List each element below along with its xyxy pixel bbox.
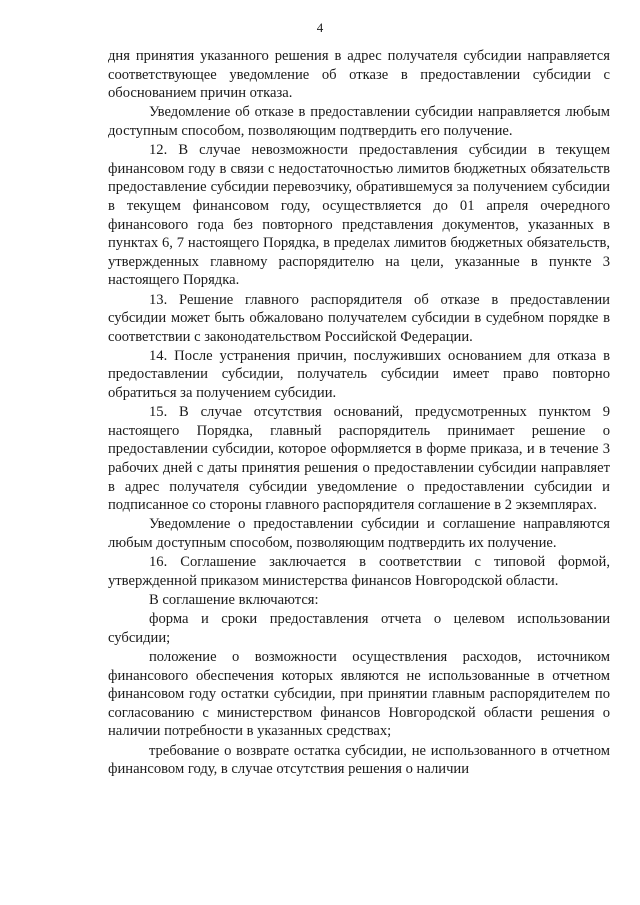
paragraph: 12. В случае невозможности предоставления субсидии в текущем финансовом году в связи с недостаточностью лимитов бюджетных обязательств предоставление субсидии перевозчику, обратившемуся за получением субсидии в текущем финансовом году, осуществляется до 01 апреля очередного финансового года без повторного представления документов, указанных в пунктах 6, 7 настоящего Порядка, в пределах лимитов бюджетных обязательств, утвержденных главному распорядителю на цели, указанные в пункте 3 настоящего Порядка. [108,142,610,289]
paragraph: форма и сроки предоставления отчета о целевом использовании субсидии; [108,611,610,646]
page-number: 4 [316,20,324,35]
paragraph: 13. Решение главного распорядителя об отказе в предоставлении субсидии может быть обжаловано получателем субсидии в судебном порядке в соответствии с законодательством Российской Федерации. [108,291,610,345]
paragraph: положение о возможности осуществления расходов, источником финансового обеспечения которых являются не использованные в отчетном финансовом году остатки субсидии, при принятии главным распорядителем по согласованию с министерством финансов Новгородской области решения о наличии потребности в указанных средствах; [108,648,610,740]
paragraph: В соглашение включаются: [149,591,319,608]
paragraph: 15. В случае отсутствия оснований, предусмотренных пунктом 9 настоящего Порядка, главный распорядитель принимает решение о предоставлении субсидии, которое оформляется в форме приказа, и в течение 3 рабочих дней с даты принятия решения о предоставлении субсидии направляет в адрес получателя субсидии уведомление о предоставлении субсидии и подписанное со стороны главного распорядителя соглашение в 2 экземплярах. [108,404,610,514]
paragraph: требование о возврате остатка субсидии, не использованного в отчетном финансовом году, в случае отсутствия решения о наличии [108,742,610,778]
paragraph: Уведомление об отказе в предоставлении субсидии направляется любым доступным способом, позволяющим подтвердить его получение. [108,104,610,139]
paragraph: дня принятия указанного решения в адрес получателя субсидии направляется соответствующее уведомление об отказе в предоставлении субсидии с обоснованием причин отказа. [108,48,610,102]
paragraph: Уведомление о предоставлении субсидии и соглашение направляются любым доступным способом, позволяющим подтвердить их получение. [108,516,610,551]
document-body [108,47,610,779]
paragraph: 16. Соглашение заключается в соответствии с типовой формой, утвержденной приказом министерства финансов Новгородской области. [108,554,610,589]
paragraph: 14. После устранения причин, послуживших основанием для отказа в предоставлении субсидии, получатель субсидии имеет право повторно обратиться за получением субсидии. [108,347,610,402]
